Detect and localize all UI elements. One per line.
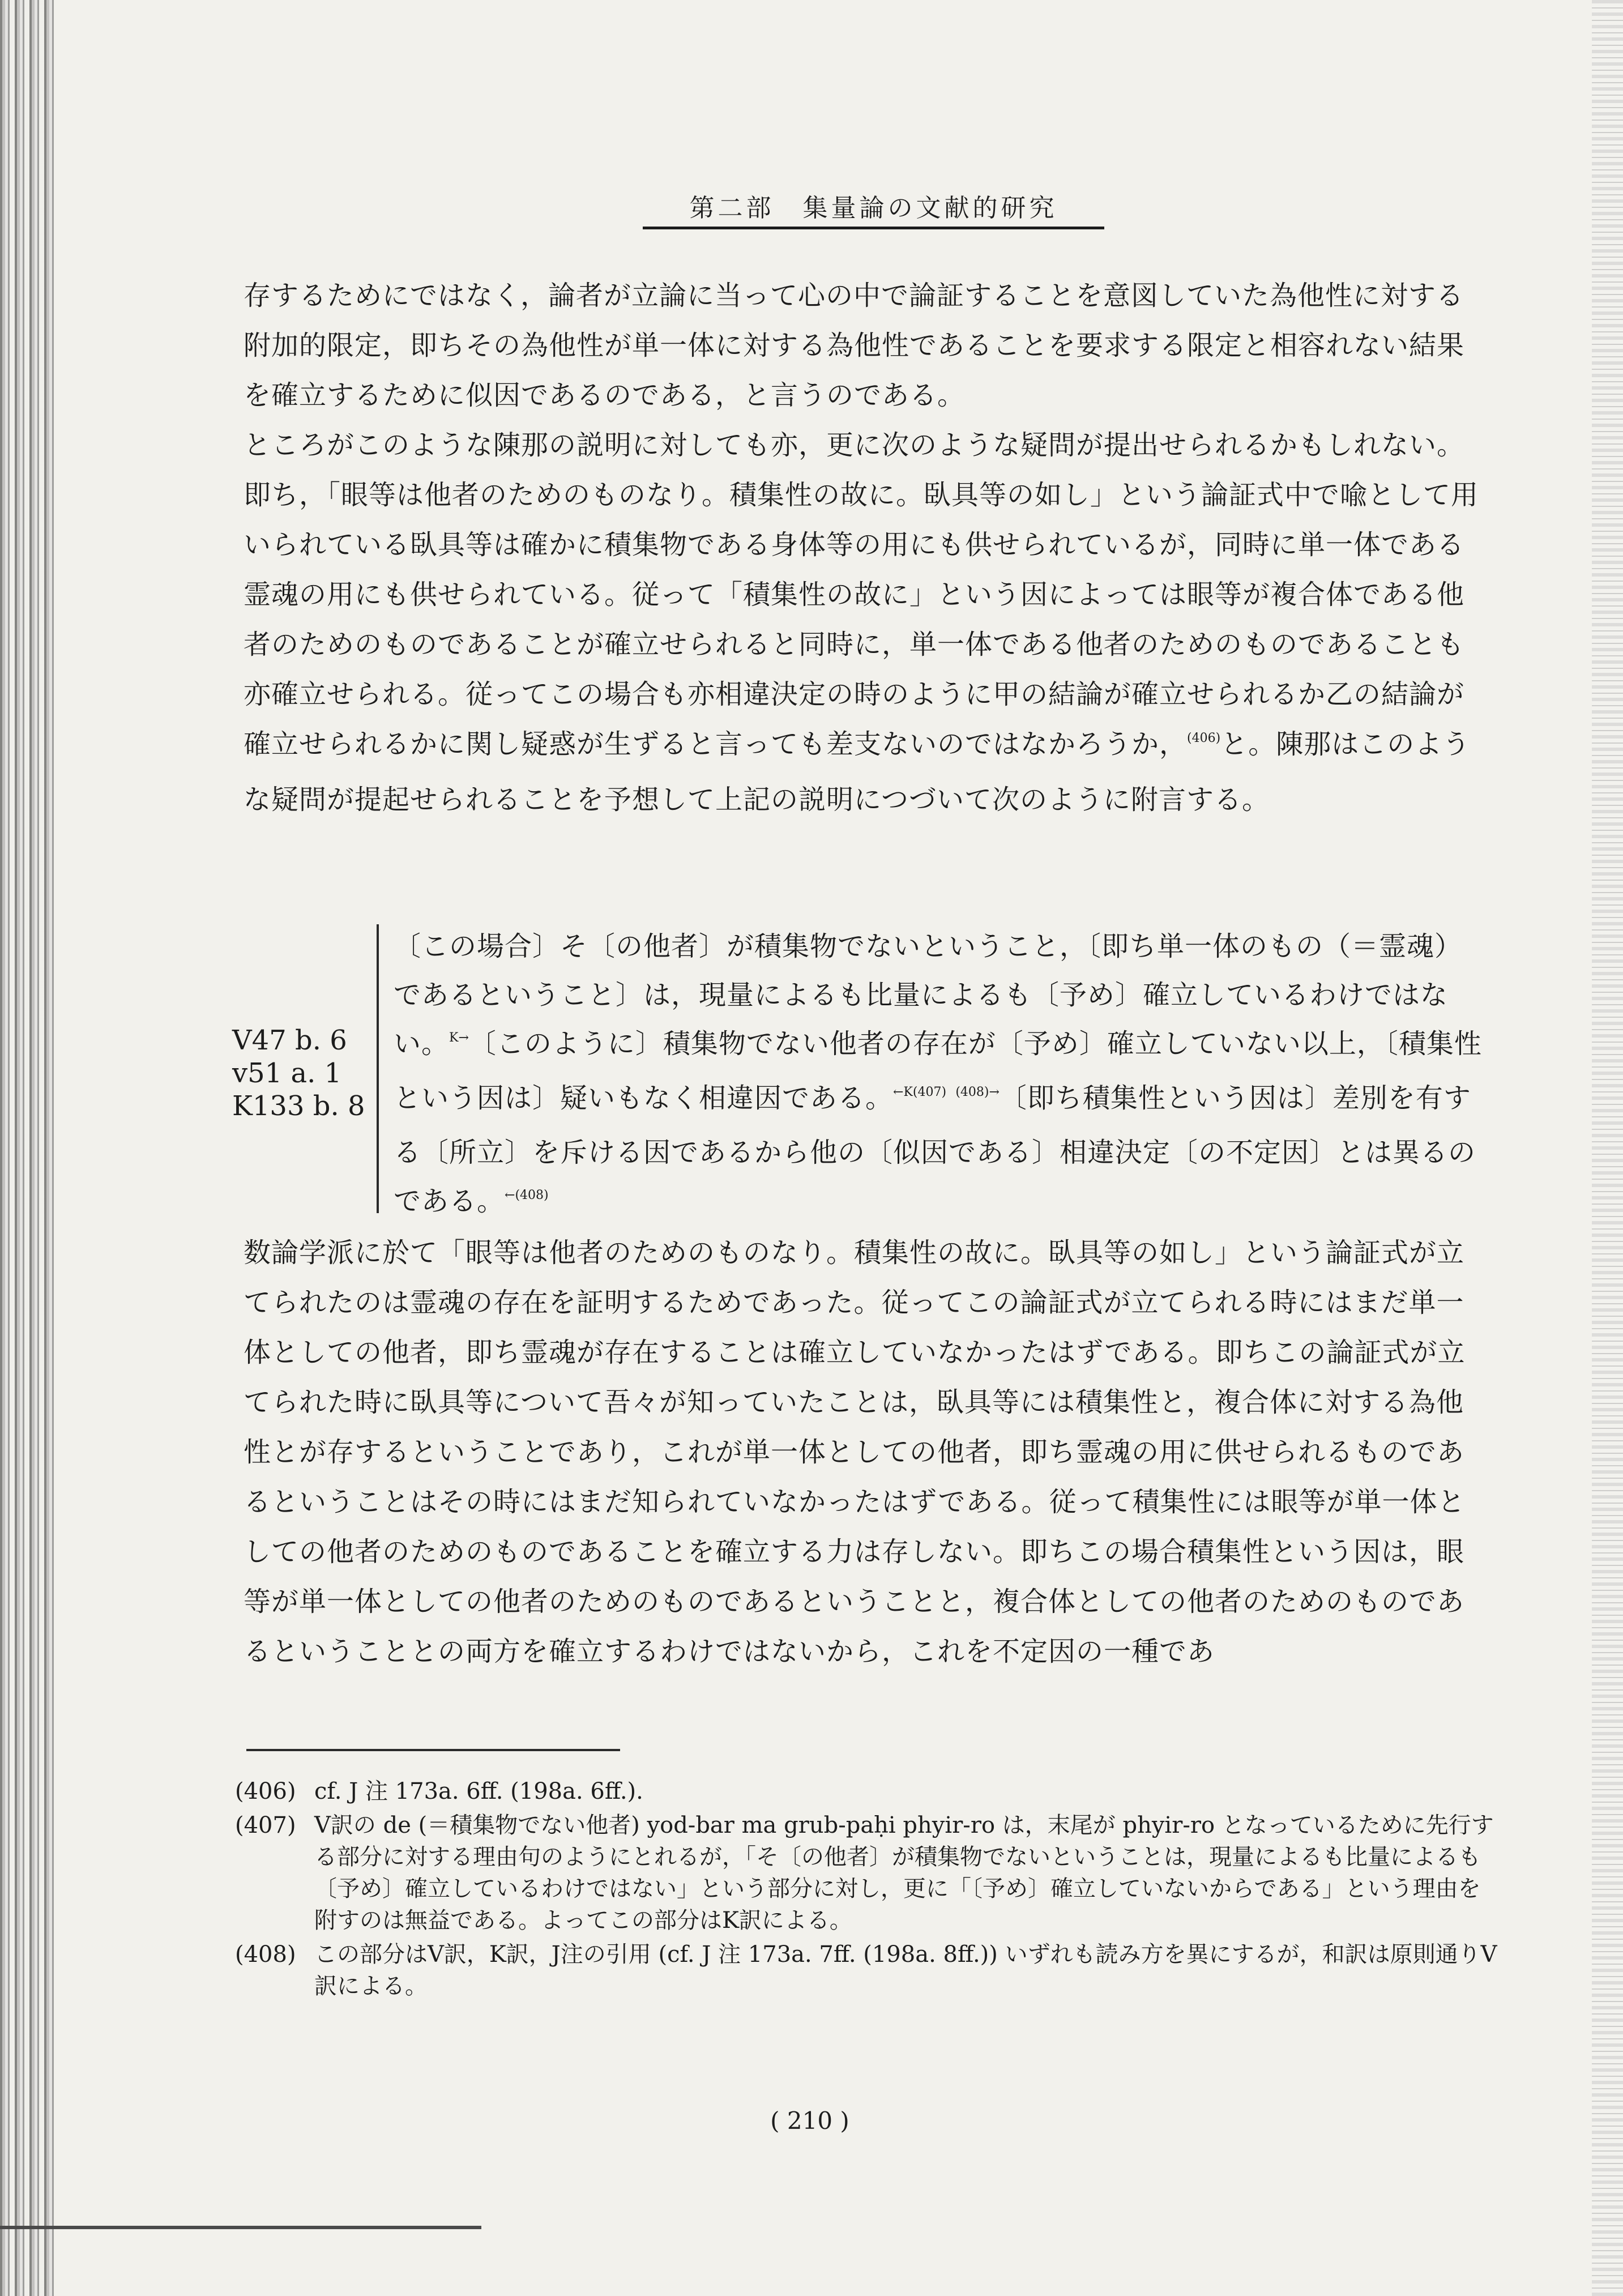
quote-part-3: 〔即ち積集性という因は〕差別を有する〔所立〕を斥ける因であるから他の〔似因である〕相違決定〔の不定因〕とは異るのである。: [394, 1082, 1476, 1217]
marker-408-end: ←(408): [505, 1188, 549, 1203]
paragraph-2-text: ところがこのような陳那の説明に対しても亦，更に次のような疑問が提出せられるかもしれない。即ち，「眼等は他者のためのものなり。積集性の故に。臥具等の如し」という論証式中で喩として用いられている臥具等は確かに積集物である身体等の用にも供せられているが，同時に単一体である霊魂の用にも供せられている。従って「積集性の故に」という因によっては眼等が複合体である他者のためのものであることが確立せられると同時に，単一体である他者のためのものであることも亦確立せられる。従ってこの場合も亦相違決定の時のように甲の結論が確立せられるか乙の結論が確立せられるかに関し疑惑が生ずると言っても差支ないのではなかろうか，: [244, 429, 1479, 760]
marker-408-start: (408)→: [955, 1085, 1000, 1100]
page-number: ( 210 ): [770, 2107, 849, 2135]
marker-k-407: ←K(407): [893, 1085, 947, 1100]
paragraph-2: [244, 420, 1489, 825]
paragraph-2-text-end: と。陳那はこのような疑問が提起せられることを予想して上記の説明につづいて次のように附言する。: [244, 728, 1471, 816]
quote-rule: [377, 924, 379, 1213]
footnote-number: (406): [235, 1778, 296, 1804]
footnote: [235, 1810, 1498, 1936]
footnote-text: この部分はV訳，K訳，J注の引用 (cf. J 注 173a. 7ff. (198a. 8ff.)) いずれも読み方を異にするが，和訳は原則通りV訳による。: [314, 1941, 1497, 1999]
citation-labels: [232, 1024, 374, 1123]
marker-k: K→: [449, 1031, 469, 1045]
footnote-text: cf. J 注 173a. 6ff. (198a. 6ff.).: [314, 1778, 643, 1804]
quoted-passage: [394, 922, 1487, 1231]
footnote-ref-406: (406): [1187, 731, 1221, 746]
citation-line: K133 b. 8: [232, 1090, 365, 1122]
footnote: [235, 1776, 1498, 1807]
footnotes: [235, 1776, 1498, 2004]
footnote-number: (408): [235, 1941, 296, 1968]
citation-line: v51 a. 1: [232, 1057, 342, 1089]
footnote-number: (407): [235, 1812, 296, 1838]
running-header: 第二部 集量論の文献的研究: [643, 191, 1104, 229]
citation-line: V47 b. 6: [232, 1025, 347, 1056]
quote-part-1: 〔この場合〕そ〔の他者〕が積集物でないということ，〔即ち単一体のもの（＝霊魂）であるということ〕は，現量によるも比量によるも〔予め〕確立しているわけではない。: [394, 931, 1463, 1060]
paragraph-3: 数論学派に於て「眼等は他者のためのものなり。積集性の故に。臥具等の如し」という論証式が立てられたのは霊魂の存在を証明するためであった。従ってこの論証式が立てられる時にはまだ単一体としての他者，即ち霊魂が存在することは確立していなかったはずである。即ちこの論証式が立てられた時に臥具等について吾々が知っていたことは，臥具等には積集性と，複合体に対する為他性とが存するということであり，これが単一体としての他者，即ち霊魂の用に供せられるものであるということはその時にはまだ知られていなかったはずである。従って積集性には眼等が単一体としての他者のためのものであることを確立する力は存しない。即ちこの場合積集性という因は，眼等が単一体としての他者のためのものであるということと，複合体としての他者のためのものであるということとの両方を確立するわけではないから，これを不定因の一種であ: [244, 1237, 1466, 1667]
paragraph-1: 存するためにではなく，論者が立論に当って心の中で論証することを意図していた為他性に対する附加的限定，即ちその為他性が単一体に対する為他性であることを要求する限定と相容れない結果を確立するために似因であるのである，と言うのである。: [244, 280, 1465, 411]
footnote-rule: [246, 1749, 620, 1751]
quote-part-2: 〔このように〕積集物でない他者の存在が〔予め〕確立していない以上，〔積集性という因は〕疑いもなく相違因である。: [394, 1028, 1482, 1114]
footnote: [235, 1939, 1498, 2002]
scan-bottom-rule: [0, 2226, 481, 2229]
scan-right-edge: [1592, 0, 1623, 2296]
footnote-text: V訳の de (＝積集物でない他者) yod-bar ma grub-paḥi phyir-ro は，末尾が phyir-ro となっているために先行する部分に対する理由句のようにとれるが，「そ〔の他者〕が積集物でないということは，現量によるも比量によるも〔予め〕確立しているわけではない」という部分に対し，更に「〔予め〕確立していないからである」という理由を附すのは無益である。よってこの部分はK訳による。: [314, 1812, 1494, 1934]
scan-left-edge: [0, 0, 54, 2296]
